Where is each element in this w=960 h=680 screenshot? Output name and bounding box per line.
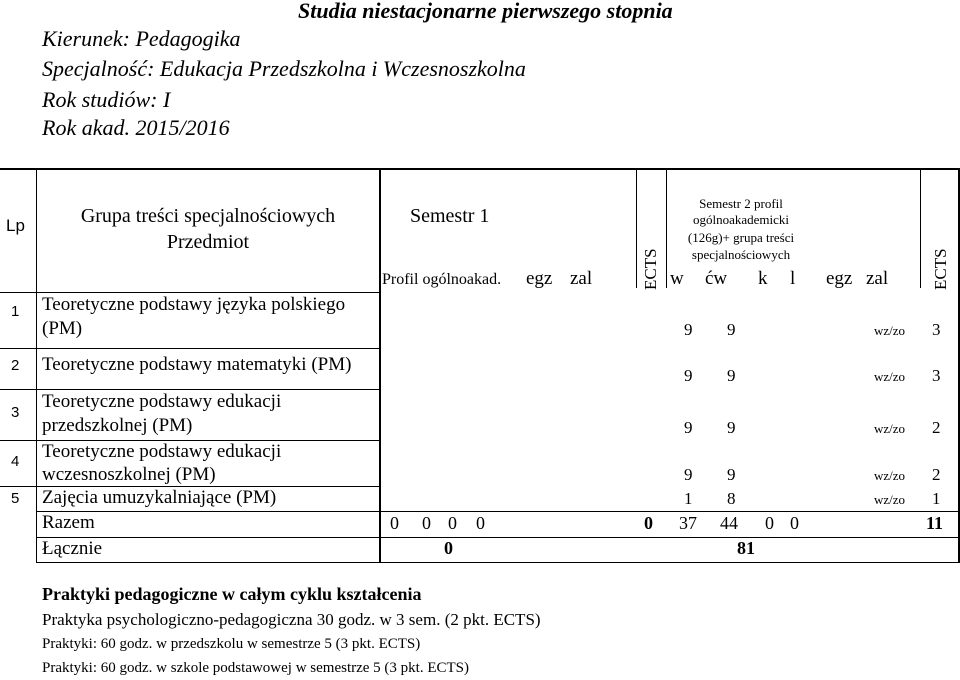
row-zal: wz/zo	[874, 323, 906, 338]
row-cw: 9	[727, 320, 736, 339]
row-ects: 1	[932, 489, 941, 508]
field-rok-studiow: Rok studiów: I	[42, 87, 171, 112]
row-ects: 2	[932, 418, 941, 437]
practice-line: Praktyka psychologiczno-pedagogiczna 30 godz. w 3 sem. (2 pkt. ECTS)	[42, 610, 541, 629]
row-w: 9	[684, 465, 693, 484]
semester2-ects-header: ECTS	[931, 248, 950, 290]
semester2-cw: ćw	[705, 268, 728, 289]
lacznie-label: Łącznie	[42, 538, 103, 559]
semester2-title-line2: ogólnoakademicki	[692, 212, 790, 227]
row-cw: 8	[727, 489, 736, 508]
field-kierunek: Kierunek: Pedagogika	[42, 26, 241, 51]
field-rok-akad: Rok akad. 2015/2016	[42, 115, 230, 140]
semester2-title-line3: (126g)+ grupa treści	[687, 230, 795, 245]
razem-s1-value: 0	[448, 513, 457, 533]
row-lp: 1	[11, 303, 20, 320]
page-title: Studia niestacjonarne pierwszego stopnia	[298, 0, 673, 23]
row-w: 9	[684, 320, 693, 339]
field-specjalnosc: Specjalność: Edukacja Przedszkolna i Wczesnoszkolna	[42, 56, 526, 81]
semester2-title-line1: Semestr 2 profil	[699, 196, 783, 211]
semester1-egz: egz	[526, 268, 553, 289]
lacznie-s1: 0	[444, 538, 453, 558]
razem-cw: 44	[720, 513, 738, 533]
semester2-w: w	[670, 268, 684, 289]
row-cw: 9	[727, 366, 736, 385]
row-subject-line1: Teoretyczne podstawy edukacji	[42, 441, 282, 462]
row-subject-line1: Zajęcia umuzykalniające (PM)	[42, 487, 277, 508]
practice-heading: Praktyki pedagogiczne w całym cyklu kształcenia	[42, 584, 422, 604]
row-w: 9	[684, 418, 693, 437]
semester1-ects-header: ECTS	[641, 248, 660, 290]
row-subject-line2: przedszkolnej (PM)	[42, 415, 193, 436]
practice-line: Praktyki: 60 godz. w szkole podstawowej w semestrze 5 (3 pkt. ECTS)	[42, 660, 470, 676]
razem-l: 0	[790, 513, 799, 533]
semester1-profile: Profil ogólnoakad.	[382, 271, 502, 288]
razem-s1-value: 0	[422, 513, 431, 533]
razem-k: 0	[765, 513, 774, 533]
razem-label: Razem	[42, 512, 95, 533]
row-subject-line1: Teoretyczne podstawy matematyki (PM)	[42, 354, 352, 375]
razem-s1-value: 0	[476, 513, 485, 533]
row-w: 1	[684, 489, 693, 508]
col-subject-header: Przedmiot	[166, 231, 250, 253]
row-zal: wz/zo	[874, 369, 906, 384]
razem-s1-ects: 0	[644, 513, 653, 533]
lacznie-s2: 81	[737, 538, 755, 558]
row-zal: wz/zo	[874, 421, 906, 436]
semester2-egz: egz	[826, 268, 853, 289]
row-cw: 9	[727, 465, 736, 484]
row-lp: 2	[11, 357, 20, 374]
practice-line: Praktyki: 60 godz. w przedszkolu w semestrze 5 (3 pkt. ECTS)	[42, 636, 421, 652]
semester2-k: k	[758, 268, 768, 289]
row-subject-line2: (PM)	[42, 318, 83, 339]
semester1-zal: zal	[570, 268, 593, 289]
col-lp-header: Lp	[6, 216, 25, 235]
row-ects: 3	[932, 320, 941, 339]
semester2-zal: zal	[866, 268, 889, 289]
razem-s1-value: 0	[390, 513, 399, 533]
semester2-l: l	[790, 268, 796, 289]
row-ects: 2	[932, 465, 941, 484]
row-lp: 3	[11, 404, 20, 421]
row-lp: 5	[11, 490, 20, 507]
row-zal: wz/zo	[874, 468, 906, 483]
semester1-title: Semestr 1	[410, 205, 490, 227]
row-zal: wz/zo	[874, 492, 906, 507]
row-ects: 3	[932, 366, 941, 385]
row-subject-line2: wczesnoszkolnej (PM)	[42, 464, 216, 485]
row-subject-line1: Teoretyczne podstawy języka polskiego	[42, 294, 346, 315]
razem-w: 37	[679, 513, 697, 533]
row-subject-line1: Teoretyczne podstawy edukacji	[42, 391, 282, 412]
col-group-header: Grupa treści specjalnościowych	[80, 205, 336, 227]
row-w: 9	[684, 366, 693, 385]
semester2-title-line4: specjalnościowych	[691, 247, 791, 262]
row-cw: 9	[727, 418, 736, 437]
razem-ects: 11	[926, 513, 944, 533]
row-lp: 4	[11, 453, 20, 470]
